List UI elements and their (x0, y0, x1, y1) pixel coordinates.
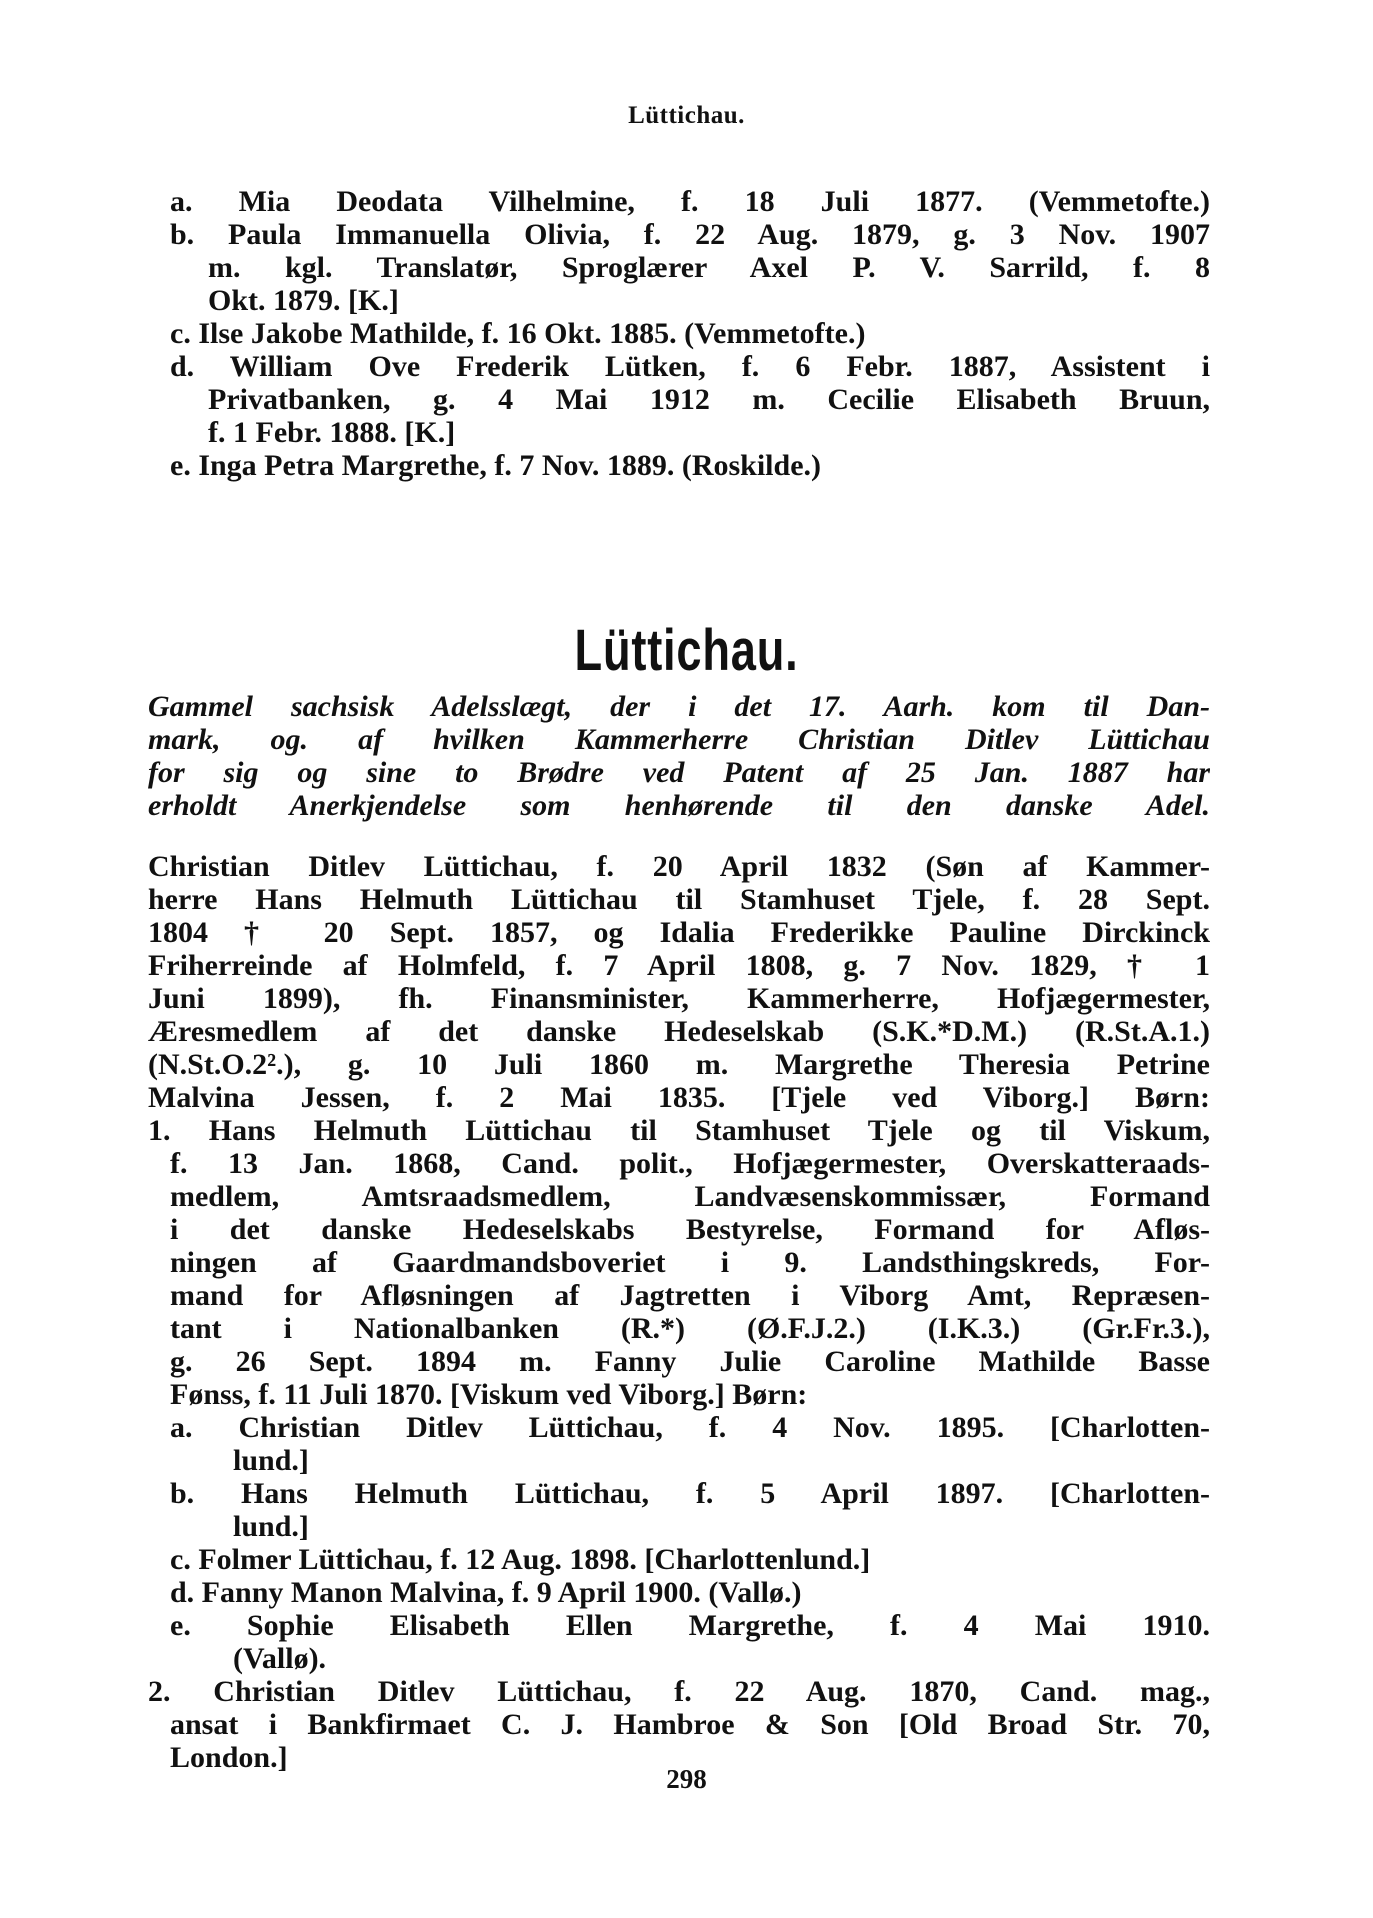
entry-line: Malvina Jessen, f. 2 Mai 1835. [Tjele ved Viborg.] Børn: (148, 1081, 1210, 1114)
main-entry (148, 850, 1210, 1774)
entry-line: d. William Ove Frederik Lütken, f. 6 Febr. 1887, Assistent i (170, 350, 1210, 383)
entry-line: Christian Ditlev Lüttichau, f. 20 April 1832 (Søn af Kammer- (148, 850, 1210, 883)
intro-line: erholdt Anerkjendelse som henhørende til den danske Adel. (148, 789, 1210, 822)
entry-line: Æresmedlem af det danske Hedeselskab (S.K.*D.M.) (R.St.A.1.) (148, 1015, 1210, 1048)
entry-line: c. Folmer Lüttichau, f. 12 Aug. 1898. [Charlottenlund.] (170, 1543, 871, 1576)
entry-line: f. 1 Febr. 1888. [K.] (208, 416, 456, 449)
entry-line: lund.] (233, 1510, 309, 1543)
entry-line: f. 13 Jan. 1868, Cand. polit., Hofjægermester, Overskatteraads- (170, 1147, 1210, 1180)
entry-line: e. Inga Petra Margrethe, f. 7 Nov. 1889. (Roskilde.) (170, 449, 822, 482)
entry-line: a. Christian Ditlev Lüttichau, f. 4 Nov. 1895. [Charlotten- (170, 1411, 1210, 1444)
entry-line: m. kgl. Translatør, Sproglærer Axel P. V. Sarrild, f. 8 (208, 251, 1210, 284)
entry-line: ansat i Bankfirmaet C. J. Hambroe & Son [Old Broad Str. 70, (170, 1708, 1210, 1741)
entry-line: Friherreinde af Holmfeld, f. 7 April 1808, g. 7 Nov. 1829, † 1 (148, 949, 1210, 982)
entry-line: a. Mia Deodata Vilhelmine, f. 18 Juli 1877. (Vemmetofte.) (170, 185, 1210, 218)
entry-line: b. Paula Immanuella Olivia, f. 22 Aug. 1879, g. 3 Nov. 1907 (170, 218, 1210, 251)
entry-line: tant i Nationalbanken (R.*) (Ø.F.J.2.) (I.K.3.) (Gr.Fr.3.), (170, 1312, 1210, 1345)
entry-line: lund.] (233, 1444, 309, 1477)
intro-line: Gammel sachsisk Adelsslægt, der i det 17. Aarh. kom til Dan- (148, 690, 1210, 723)
entry-line: ningen af Gaardmandsboveriet i 9. Landsthingskreds, For- (170, 1246, 1210, 1279)
entry-line: London.] (170, 1741, 288, 1774)
entry-line: (Vallø). (233, 1642, 327, 1675)
entry-line: Fønss, f. 11 Juli 1870. [Viskum ved Viborg.] Børn: (170, 1378, 808, 1411)
entry-line: 1804 † 20 Sept. 1857, og Idalia Frederikke Pauline Dirckinck (148, 916, 1210, 949)
intro-line: mark, og. af hvilken Kammerherre Christian Ditlev Lüttichau (148, 723, 1210, 756)
entry-line: 1. Hans Helmuth Lüttichau til Stamhuset Tjele og til Viskum, (148, 1114, 1210, 1147)
family-intro (148, 690, 1210, 822)
entry-line: d. Fanny Manon Malvina, f. 9 April 1900. (Vallø.) (170, 1576, 802, 1609)
entry-line: (N.St.O.2².), g. 10 Juli 1860 m. Margrethe Theresia Petrine (148, 1048, 1210, 1081)
intro-line: for sig og sine to Brødre ved Patent af 25 Jan. 1887 har (148, 756, 1210, 789)
entry-line: i det danske Hedeselskabs Bestyrelse, Formand for Afløs- (170, 1213, 1210, 1246)
entry-line: 2. Christian Ditlev Lüttichau, f. 22 Aug. 1870, Cand. mag., (148, 1675, 1210, 1708)
running-head: Lüttichau. (628, 102, 745, 129)
entry-line: g. 26 Sept. 1894 m. Fanny Julie Caroline Mathilde Basse (170, 1345, 1210, 1378)
entry-line: medlem, Amtsraadsmedlem, Landvæsenskommissær, Formand (170, 1180, 1210, 1213)
entry-line: Privatbanken, g. 4 Mai 1912 m. Cecilie Elisabeth Bruun, (208, 383, 1210, 416)
entry-line: b. Hans Helmuth Lüttichau, f. 5 April 1897. [Charlotten- (170, 1477, 1210, 1510)
entry-line: Juni 1899), fh. Finansminister, Kammerherre, Hofjægermester, (148, 982, 1210, 1015)
entry-line: mand for Afløsningen af Jagtretten i Viborg Amt, Repræsen- (170, 1279, 1210, 1312)
entry-line: herre Hans Helmuth Lüttichau til Stamhuset Tjele, f. 28 Sept. (148, 883, 1210, 916)
page-number: 298 (666, 1764, 707, 1794)
family-heading: Lüttichau. (574, 618, 799, 683)
entry-line: c. Ilse Jakobe Mathilde, f. 16 Okt. 1885. (Vemmetofte.) (170, 317, 866, 350)
preceding-entries (148, 185, 1210, 482)
entry-line: e. Sophie Elisabeth Ellen Margrethe, f. 4 Mai 1910. (170, 1609, 1210, 1642)
entry-line: Okt. 1879. [K.] (208, 284, 399, 317)
